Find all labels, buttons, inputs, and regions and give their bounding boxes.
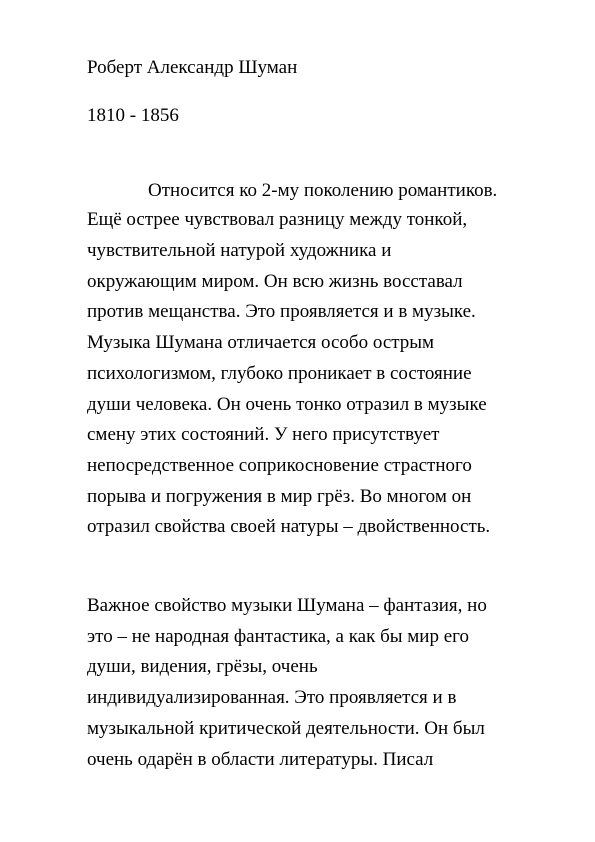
- composer-name: Роберт Александр Шуман: [87, 57, 298, 78]
- paragraph-line: индивидуализированная. Это проявляется и в: [87, 687, 457, 708]
- paragraph-line: непосредственное соприкосновение страстного: [87, 455, 472, 476]
- composer-years: 1810 - 1856: [87, 105, 179, 126]
- paragraph-line: Ещё острее чувствовал разницу между тонкой,: [87, 209, 468, 230]
- paragraph-line: окружающим миром. Он всю жизнь восставал: [87, 271, 463, 292]
- paragraph-line: это – не народная фантастика, а как бы мир его: [87, 626, 469, 647]
- paragraph-line: чувствительной натурой художника и: [87, 240, 392, 261]
- paragraph-line: Важное свойство музыки Шумана – фантазия, но: [87, 595, 487, 616]
- paragraph-line: Музыка Шумана отличается особо острым: [87, 332, 435, 353]
- paragraph-line: музыкальной критической деятельности. Он был: [87, 718, 485, 739]
- paragraph-line: против мещанства. Это проявляется и в музыке.: [87, 301, 476, 322]
- paragraph-line: смену этих состояний. У него присутствует: [87, 424, 440, 445]
- paragraph-line: очень одарён в области литературы. Писал: [87, 749, 434, 770]
- paragraph-line: Относится ко 2-му поколению романтиков.: [148, 180, 498, 201]
- paragraph-line: психологизмом, глубоко проникает в состояние: [87, 363, 472, 384]
- paragraph-line: отразил свойства своей натуры – двойственность.: [87, 516, 491, 537]
- paragraph-line: души человека. Он очень тонко отразил в музыке: [87, 394, 487, 415]
- paragraph-line: души, видения, грёзы, очень: [87, 656, 318, 677]
- paragraph-line: порыва и погружения в мир грёз. Во многом он: [87, 486, 472, 507]
